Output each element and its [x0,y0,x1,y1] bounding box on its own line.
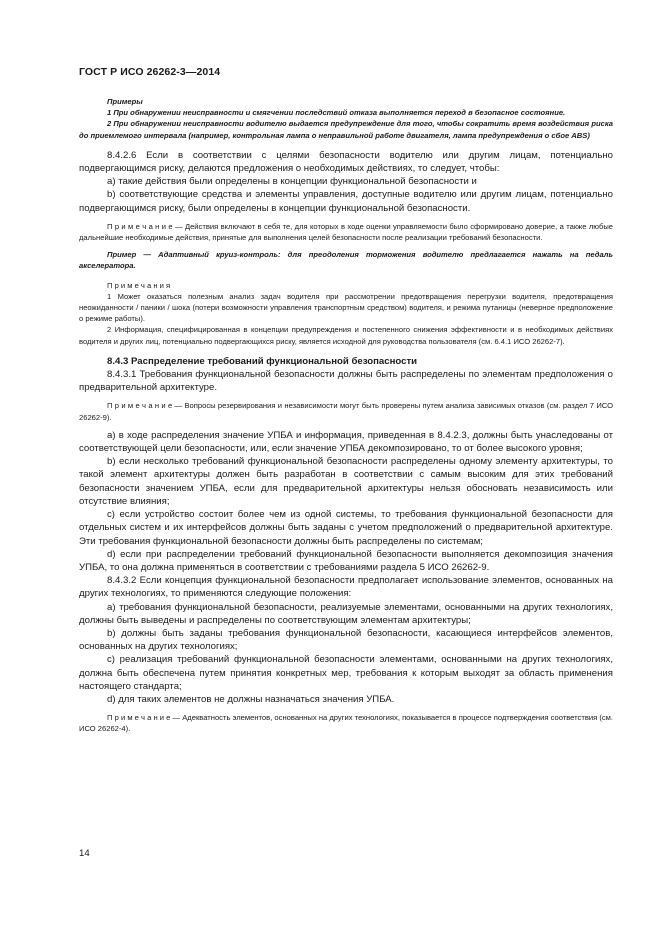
page-number: 14 [79,848,90,859]
examples-heading: Примеры [107,97,143,106]
clause-8-4-3-2: 8.4.3.2 Если концепция функциональной безопасности предполагает использование элементов, основанных на других технологиях, то применяются следующие положения: [79,575,613,600]
clause-8-4-3-1-item-b: b) если несколько требований функциональной безопасности распределены одному элементу архитектуры, то такой элемент архитектуры должен быть разработан в соответствии с самым высоким для этих требований безопасности значением УПБА, если для предварительной архитектуры нельзя обосновать независимость или отсутствие влияния; [79,456,613,507]
clause-8-4-3-2-item-c: c) реализация требований функциональной безопасности элементами, основанными на других технологиях, должна быть обеспечена путем принятия конкретных мер, требования к которым выходят за область применения настоящего стандарта; [79,654,613,692]
notes-heading: П р и м е ч а н и я [107,280,171,290]
example-1: 1 При обнаружении неисправности и смягчении последствий отказа выполняется переход в безопасное состояние. [107,108,566,118]
document-header: ГОСТ Р ИСО 26262-3—2014 [79,66,221,78]
note-8-4-2-6: П р и м е ч а н и е — Действия включают в себя те, для которых в ходе оценки управляемости было сформировано доверие, а также любые дальнейшие необходимые действия, принятые для выполнения целей безопасности после реализации требований безопасности. [79,221,613,243]
clause-8-4-2-6-item-b: b) соответствующие средства и элементы управления, доступные водителю или другим лицам, потенциально подвергающимся риску, были определены в концепции функциональной безопасности. [79,189,613,214]
example-cruise-control: Пример — Адаптивный круиз-контроль: для преодоления торможения водителю предлагается нажать на педаль акселератора. [79,250,613,271]
clause-8-4-3-2-item-b: b) должны быть заданы требования функциональной безопасности, касающиеся интерфейсов элементов, основанных на других технологиях; [79,627,613,653]
section-8-4-3-heading: 8.4.3 Распределение требований функциональной безопасности [107,355,418,367]
note-8-4-3-1: П р и м е ч а н и е — Вопросы резервирования и независимости могут быть проверены путем анализа зависимых отказов (см. раздел 7 ИСО 26262-9). [79,401,613,422]
clause-8-4-3-2-item-d: d) для таких элементов не должны назначаться значения УПБА. [107,693,395,705]
clause-8-4-3-1-item-d: d) если при распределении требований функциональной безопасности выполняется декомпозиция значения УПБА, то она должна применяться в соответствии с требованиями раздела 5 ИСО 26262-9. [79,548,613,573]
clause-8-4-2-6: 8.4.2.6 Если в соответствии с целями безопасности водителю или другим лицам, потенциально подвергающимся риску, делаются предложения о необходимых действиях, то следует, чтобы: [79,149,613,175]
clause-8-4-3-1: 8.4.3.1 Требования функциональной безопасности должны быть распределены по элементам предположения о предварительной архитектуре. [79,369,613,394]
document-body [79,93,613,735]
example-2: 2 При обнаружении неисправности водителю выдается предупреждение для того, чтобы сократить время воздействия риска до приемлемого интервала (например, контрольная лампа о неправильной работе двигателя, лампа предупреждения о сбое ABS) [79,119,613,140]
clause-8-4-3-2-item-a: a) требования функциональной безопасности, реализуемые элементами, основанными на других технологиях, должны быть выведены и распределены по соответствующим элементам архитектуры; [79,601,613,626]
clause-8-4-3-1-item-c: c) если устройство состоит более чем из одной системы, то требования функциональной безопасности для отдельных систем и их интерфейсов должны быть заданы с учетом предположений о предварительной архитектуре. Эти требования функциональной безопасности должны быть распределены по системам; [79,509,613,547]
note-2: 2 Информация, специфицированная в концепции предупреждения и постепенного снижения эффективности и в необходимых действиях водителя и других лиц, потенциально подвергающихся риску, является исходной для руководства пользователя (см. 6.4.1 ИСО 26262-7). [79,325,613,346]
note-1: 1 Может оказаться полезным анализ задач водителя при рассмотрении предотвращения перегрузки водителя, предотвращения неожиданности / паники / шока (потери возможности управления транспортным средством) водителя, и режима путаницы (неверное предположение о режиме работы). [79,291,613,324]
clause-8-4-2-6-item-a: a) такие действия были определены в концепции функциональной безопасности и [107,176,477,188]
note-8-4-3-2: П р и м е ч а н и е — Адекватность элементов, основанных на других технологиях, показывается в процессе подтверждения соответствия (см. ИСО 26262-4). [79,713,613,734]
clause-8-4-3-1-item-a: a) в ходе распределения значение УПБА и информация, приведенная в 8.4.2.3, должны быть унаследованы от соответствующей цели безопасности, или, если значение УПБА декомпозировано, то от более высокого уровня; [79,429,613,455]
